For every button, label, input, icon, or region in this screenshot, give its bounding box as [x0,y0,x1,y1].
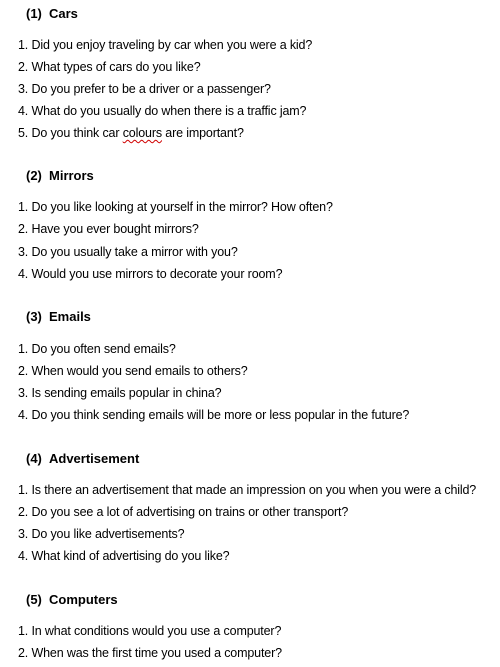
question-item: 2. Do you see a lot of advertising on trains or other transport? [18,505,349,519]
section-number: (1) [26,6,42,21]
question-text: are important? [161,126,244,140]
question-item: 2. When was the first time you used a computer? [18,646,282,660]
question-item: 4. Do you think sending emails will be more or less popular in the future? [18,408,410,422]
question-item: 3. Do you usually take a mirror with you? [18,245,238,259]
question-text: 5. Do you think car [18,126,123,140]
question-item: 2. What types of cars do you like? [18,60,201,74]
question-item: 2. Have you ever bought mirrors? [18,222,199,236]
section-title: Computers [49,592,118,607]
question-item: 1. Did you enjoy traveling by car when you were a kid? [18,38,313,52]
section-heading-computers [26,592,118,608]
section-heading-cars [26,6,78,22]
question-item: 4. What kind of advertising do you like? [18,549,230,563]
question-item: 4. Would you use mirrors to decorate your room? [18,267,283,281]
question-item: 4. What do you usually do when there is a traffic jam? [18,104,307,118]
section-heading-emails [26,309,91,325]
section-title: Advertisement [49,451,140,466]
question-item: 3. Do you like advertisements? [18,527,185,541]
section-number: (4) [26,451,42,466]
section-number: (5) [26,592,42,607]
section-title: Cars [49,6,78,21]
question-item: 1. Do you like looking at yourself in the mirror? How often? [18,200,333,214]
section-heading-mirrors [26,168,94,184]
section-title: Emails [49,309,91,324]
question-item: 1. Is there an advertisement that made an impression on you when you were a child? [18,483,477,497]
question-item: 3. Is sending emails popular in china? [18,386,222,400]
section-title: Mirrors [49,168,94,183]
question-item: 3. Do you prefer to be a driver or a passenger? [18,82,271,96]
section-heading-advertisement [26,451,139,467]
section-number: (3) [26,309,42,324]
question-item [18,125,244,141]
question-item: 1. In what conditions would you use a computer? [18,624,282,638]
section-number: (2) [26,168,42,183]
question-item: 2. When would you send emails to others? [18,364,248,378]
spellcheck-flagged-word: colours [122,126,162,140]
question-item: 1. Do you often send emails? [18,342,176,356]
